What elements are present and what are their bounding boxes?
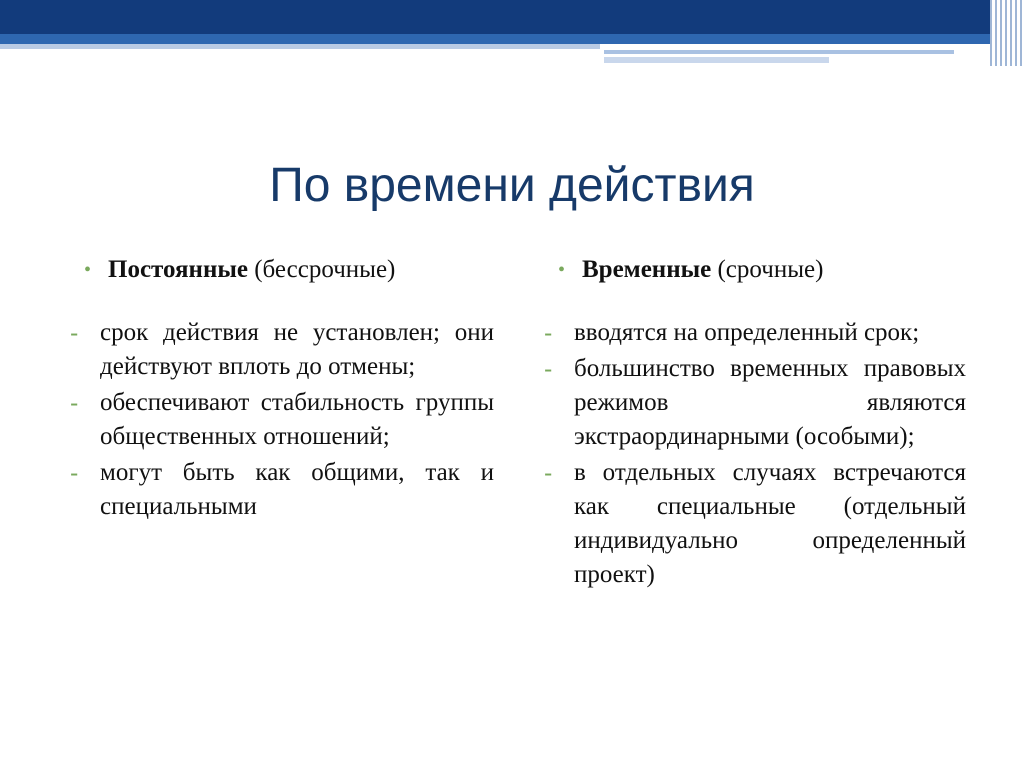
slide-title: По времени действия: [269, 159, 755, 212]
item-text: большинство временных правовых режимов являются экстраординарными (особыми);: [574, 355, 966, 450]
dash-marker: -: [70, 319, 79, 347]
list-item: [70, 316, 494, 384]
item-text: обеспечивают стабильность группы общественных отношений;: [100, 389, 494, 450]
list-item: [544, 316, 966, 350]
item-text: вводятся на определенный срок;: [574, 319, 920, 346]
dash-marker: -: [544, 319, 553, 347]
heading-bold: Постоянные: [108, 256, 248, 283]
list-item: [544, 352, 966, 454]
heading-rest: (срочные): [711, 256, 824, 283]
column-permanent: [70, 252, 494, 526]
item-text: в отдельных случаях встречаются как специальные (отдельный индивидуально определенный проект): [574, 459, 966, 588]
column-heading: [70, 252, 494, 288]
column-heading: [544, 252, 966, 288]
header-bar-light: [0, 44, 600, 49]
list-item: [70, 386, 494, 454]
dash-marker: -: [544, 355, 553, 383]
heading-bold: Временные: [582, 256, 712, 283]
header-bar-dark: [0, 0, 990, 34]
heading-rest: (бессрочные): [247, 256, 396, 283]
item-text: срок действия не установлен; они действуют вплоть до отмены;: [100, 319, 494, 380]
column-temporary: [544, 252, 966, 594]
dash-marker: -: [70, 459, 79, 487]
header-bar-mid: [0, 34, 990, 44]
item-list: [70, 316, 494, 524]
header-strip: [604, 50, 954, 54]
header-strip-short: [604, 57, 829, 63]
list-item: [70, 456, 494, 524]
dash-marker: -: [544, 459, 553, 487]
item-list: [544, 316, 966, 592]
header-vertical-lines: [990, 0, 1024, 66]
bullet-marker: •: [558, 259, 566, 281]
item-text: могут быть как общими, так и специальными: [100, 459, 494, 520]
dash-marker: -: [70, 389, 79, 417]
bullet-marker: •: [84, 259, 92, 281]
list-item: [544, 456, 966, 592]
